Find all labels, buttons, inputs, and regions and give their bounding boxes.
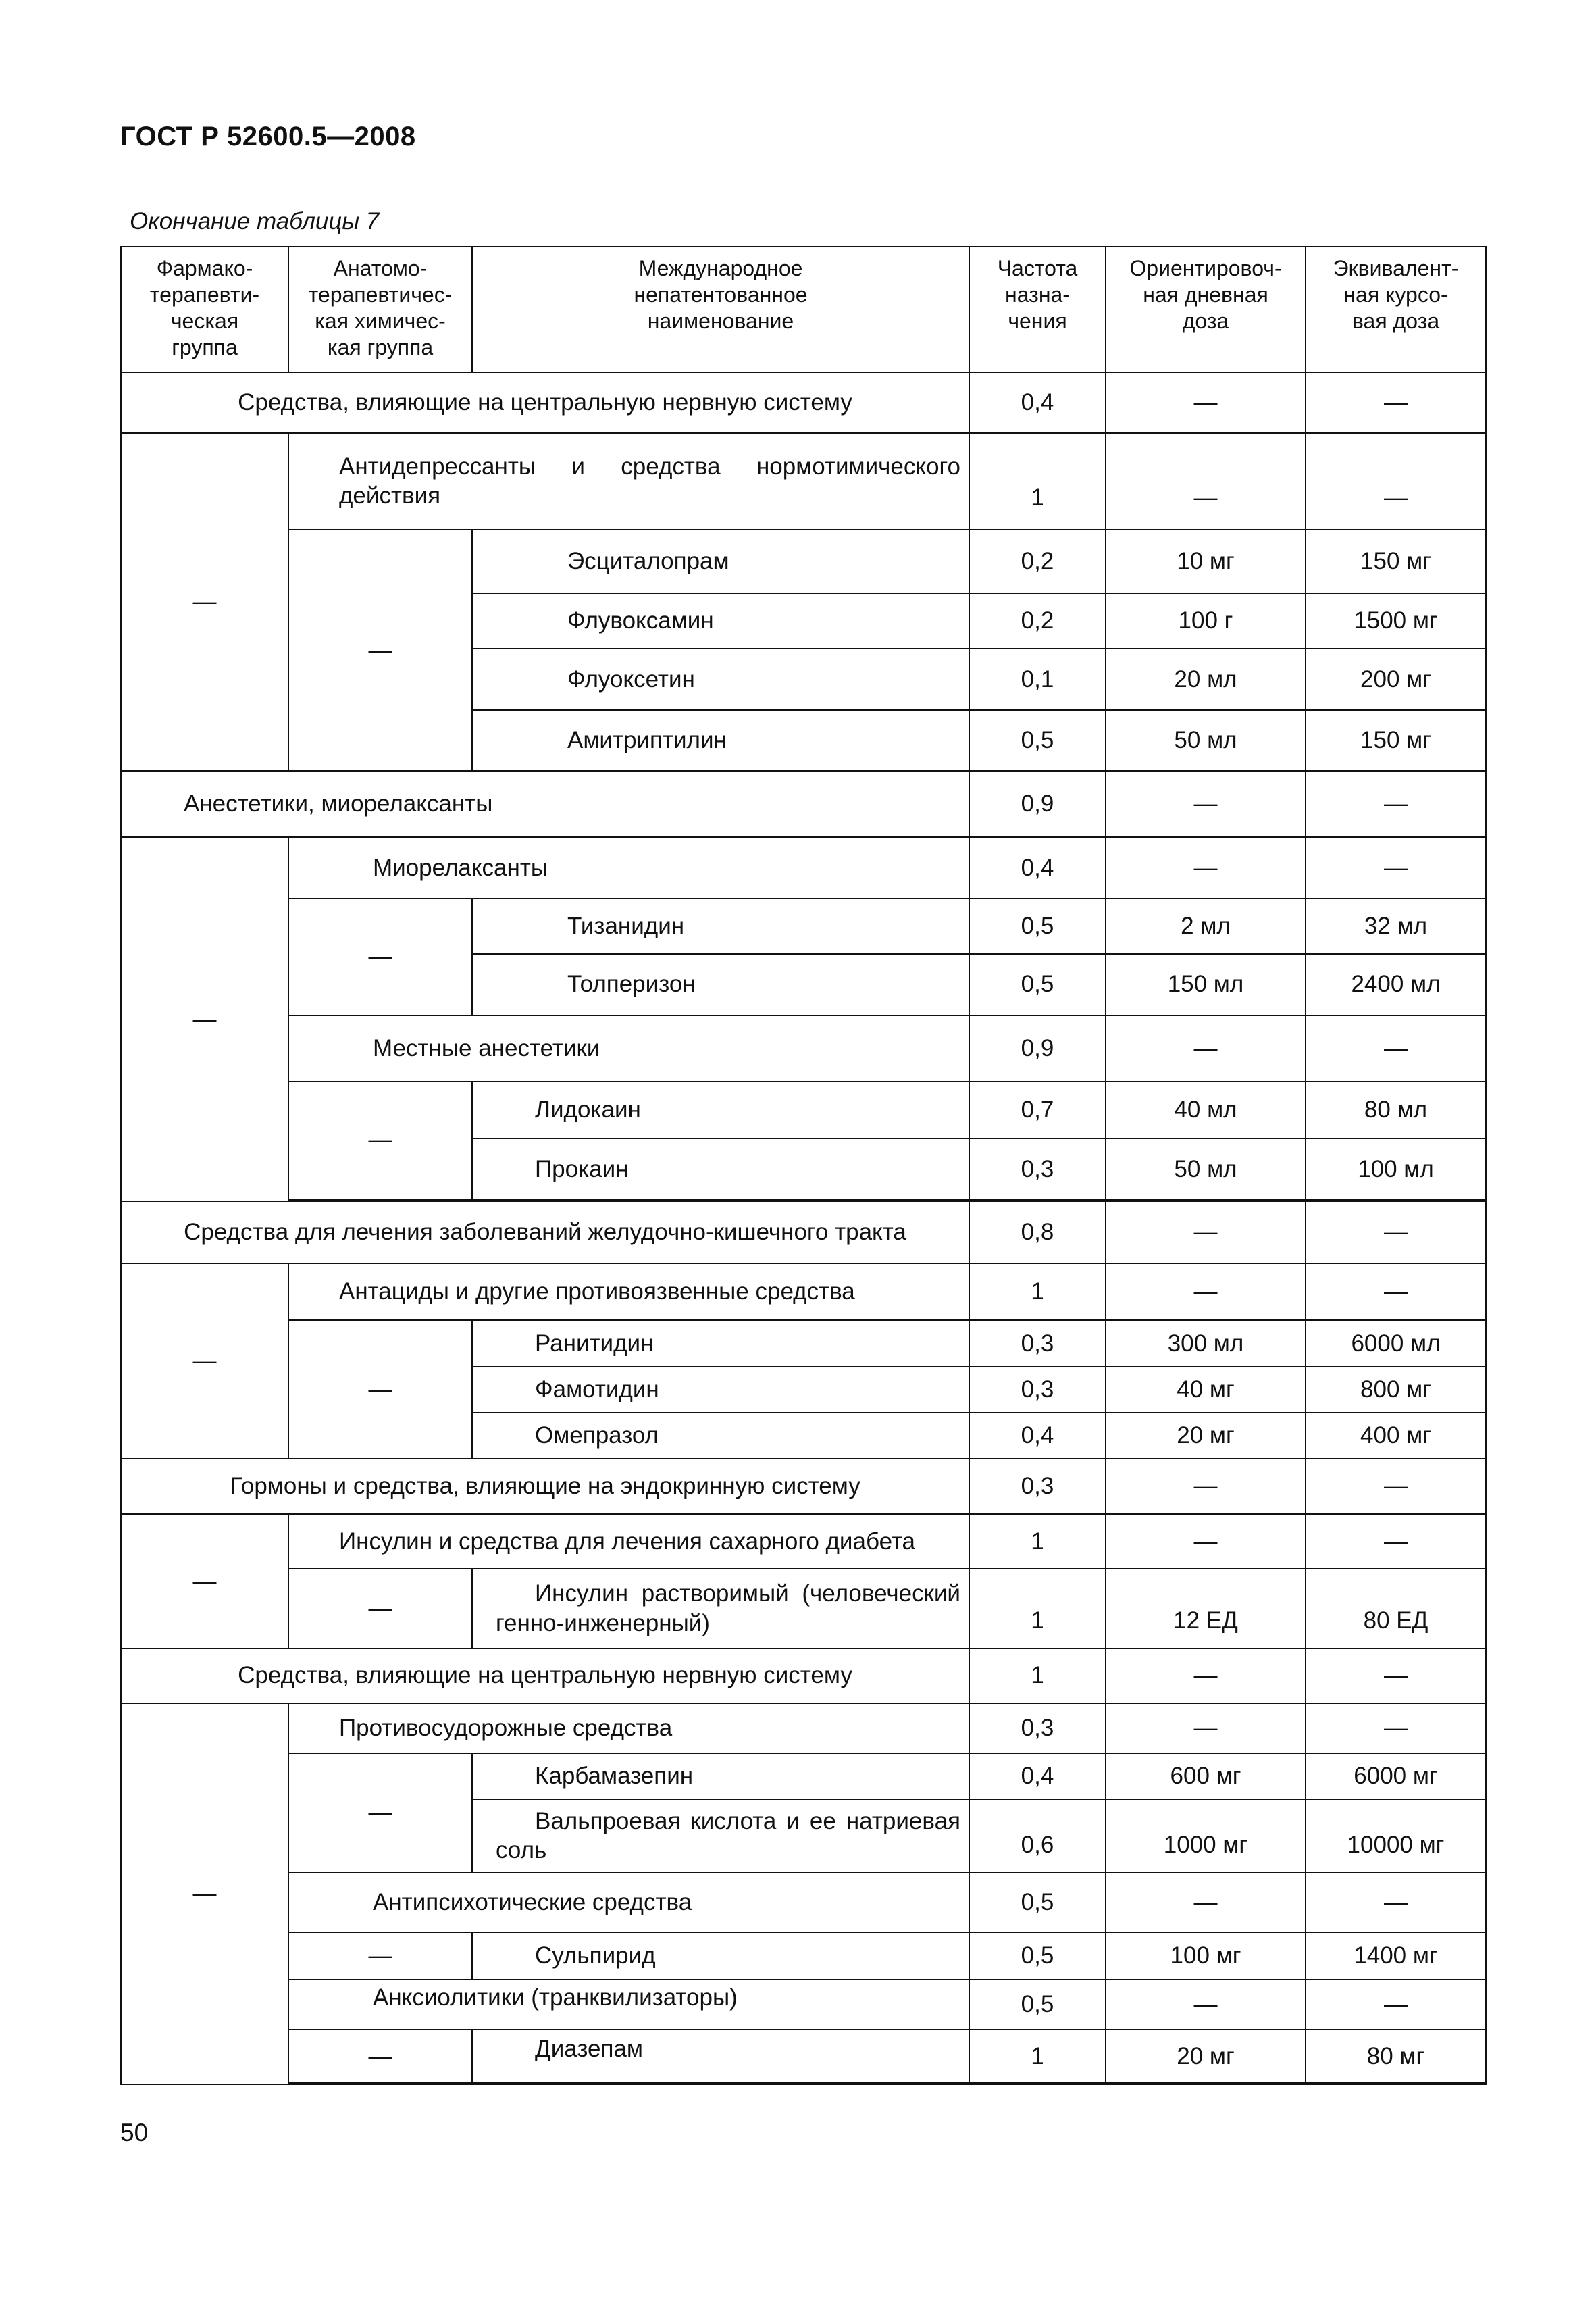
- row-name: Анестетики, миорелаксанты: [121, 771, 969, 837]
- row-daily-dose: 50 мл: [1106, 710, 1306, 771]
- row-daily-dose: 12 ЕД: [1106, 1569, 1306, 1649]
- row-frequency: 0,5: [969, 1980, 1106, 2030]
- row-daily-dose: —: [1106, 771, 1306, 837]
- col-header-pharm-group: Фармако- терапевти- ческая группа: [121, 247, 288, 372]
- col-header-course-dose: Эквивалент- ная курсо- вая доза: [1306, 247, 1486, 372]
- row-frequency: 0,5: [969, 1873, 1106, 1932]
- atc-group-cell: —: [288, 530, 472, 771]
- row-name: Карбамазепин: [472, 1753, 969, 1799]
- row-frequency: 1: [969, 1514, 1106, 1568]
- table-row: [121, 1569, 1486, 1649]
- row-frequency: 0,3: [969, 1320, 1106, 1366]
- row-course-dose: 10000 мг: [1306, 1799, 1486, 1872]
- table-row: [121, 1263, 1486, 1320]
- row-frequency: 0,3: [969, 1459, 1106, 1514]
- row-name: Тизанидин: [472, 899, 969, 954]
- row-course-dose: 80 мл: [1306, 1082, 1486, 1138]
- row-frequency: 0,3: [969, 1367, 1106, 1413]
- table-row: [121, 1201, 1486, 1263]
- row-daily-dose: —: [1106, 1263, 1306, 1320]
- row-frequency: 1: [969, 1649, 1106, 1703]
- row-frequency: 0,2: [969, 530, 1106, 593]
- row-course-dose: 80 ЕД: [1306, 1569, 1486, 1649]
- col-header-atc-group: Анатомо- терапевтичес- кая химичес- кая группа: [288, 247, 472, 372]
- row-name: Средства для лечения заболеваний желудочно-кишечного тракта: [121, 1201, 969, 1263]
- row-daily-dose: —: [1106, 1514, 1306, 1568]
- row-course-dose: 80 мг: [1306, 2030, 1486, 2082]
- row-name: Анксиолитики (транквилизаторы): [288, 1980, 969, 2030]
- row-course-dose: 200 мг: [1306, 649, 1486, 709]
- row-course-dose: —: [1306, 837, 1486, 898]
- row-daily-dose: —: [1106, 1980, 1306, 2030]
- row-daily-dose: 20 мг: [1106, 1413, 1306, 1459]
- row-course-dose: 6000 мг: [1306, 1753, 1486, 1799]
- row-course-dose: 800 мг: [1306, 1367, 1486, 1413]
- row-name: Антидепрессанты и средства нормотимического действия: [288, 433, 969, 530]
- row-daily-dose: —: [1106, 1201, 1306, 1263]
- row-frequency: 0,4: [969, 372, 1106, 433]
- col-header-daily-dose: Ориентировоч- ная дневная доза: [1106, 247, 1306, 372]
- row-name: Ранитидин: [472, 1320, 969, 1366]
- row-daily-dose: —: [1106, 1459, 1306, 1514]
- table-row: [121, 1703, 1486, 1753]
- row-name: Инсулин и средства для лечения сахарного диабета: [288, 1514, 969, 1568]
- row-daily-dose: 2 мл: [1106, 899, 1306, 954]
- row-name: Сульпирид: [472, 1932, 969, 1980]
- row-name: Антипсихотические средства: [288, 1873, 969, 1932]
- atc-group-cell: —: [288, 1932, 472, 1980]
- row-daily-dose: —: [1106, 1015, 1306, 1082]
- table-row: [121, 899, 1486, 954]
- row-course-dose: 32 мл: [1306, 899, 1486, 954]
- table-row: [121, 1320, 1486, 1366]
- row-course-dose: 100 мл: [1306, 1138, 1486, 1199]
- row-course-dose: 400 мг: [1306, 1413, 1486, 1459]
- table-row: [121, 2030, 1486, 2082]
- row-course-dose: 2400 мл: [1306, 954, 1486, 1015]
- table-row: [121, 1459, 1486, 1514]
- row-name: Лидокаин: [472, 1082, 969, 1138]
- table-row: [121, 1015, 1486, 1082]
- row-course-dose: 150 мг: [1306, 710, 1486, 771]
- row-course-dose: —: [1306, 1514, 1486, 1568]
- pharm-group-cell: —: [121, 1514, 288, 1649]
- row-name: Противосудорожные средства: [288, 1703, 969, 1753]
- table-row: [121, 1514, 1486, 1568]
- row-frequency: 0,3: [969, 1138, 1106, 1199]
- table-row: [121, 372, 1486, 433]
- row-name: Средства, влияющие на центральную нервную систему: [121, 372, 969, 433]
- row-frequency: 0,4: [969, 837, 1106, 898]
- row-name: Вальпроевая кислота и ее натриевая соль: [472, 1799, 969, 1872]
- table-row: [121, 1649, 1486, 1703]
- row-frequency: 0,4: [969, 1413, 1106, 1459]
- row-name: Толперизон: [472, 954, 969, 1015]
- col-header-inn: Международное непатентованное наименование: [472, 247, 969, 372]
- table-row: [121, 1753, 1486, 1799]
- row-name: Местные анестетики: [288, 1015, 969, 1082]
- row-name: Гормоны и средства, влияющие на эндокринную систему: [121, 1459, 969, 1514]
- pharm-group-cell: —: [121, 1263, 288, 1459]
- row-course-dose: —: [1306, 771, 1486, 837]
- table-header-row: [121, 247, 1486, 372]
- table-row: [121, 1980, 1486, 2030]
- row-daily-dose: 20 мл: [1106, 649, 1306, 709]
- table-row: [121, 837, 1486, 898]
- row-frequency: 0,2: [969, 593, 1106, 649]
- row-course-dose: —: [1306, 1263, 1486, 1320]
- table-row: [121, 1932, 1486, 1980]
- row-course-dose: —: [1306, 372, 1486, 433]
- row-name: Антациды и другие противоязвенные средства: [288, 1263, 969, 1320]
- atc-group-cell: —: [288, 1320, 472, 1459]
- row-daily-dose: —: [1106, 1873, 1306, 1932]
- row-course-dose: —: [1306, 1015, 1486, 1082]
- row-frequency: 0,5: [969, 954, 1106, 1015]
- row-name: Средства, влияющие на центральную нервную систему: [121, 1649, 969, 1703]
- row-course-dose: —: [1306, 1873, 1486, 1932]
- row-name: Эсциталопрам: [472, 530, 969, 593]
- row-frequency: 0,8: [969, 1201, 1106, 1263]
- row-frequency: 1: [969, 1263, 1106, 1320]
- row-name: Инсулин растворимый (человеческий генно-инженерный): [472, 1569, 969, 1649]
- atc-group-cell: —: [288, 1753, 472, 1873]
- row-frequency: 0,7: [969, 1082, 1106, 1138]
- page-number: 50: [120, 2119, 149, 2146]
- table-row: [121, 1873, 1486, 1932]
- row-name: Прокаин: [472, 1138, 969, 1199]
- row-name: Фамотидин: [472, 1367, 969, 1413]
- row-name: Диазепам: [472, 2030, 969, 2082]
- atc-group-cell: —: [288, 1082, 472, 1200]
- row-daily-dose: 10 мг: [1106, 530, 1306, 593]
- row-course-dose: 6000 мл: [1306, 1320, 1486, 1366]
- row-daily-dose: 600 мг: [1106, 1753, 1306, 1799]
- table-row: [121, 530, 1486, 593]
- table-row: [121, 1082, 1486, 1138]
- pharm-group-cell: —: [121, 837, 288, 1201]
- row-daily-dose: —: [1106, 837, 1306, 898]
- row-daily-dose: —: [1106, 1649, 1306, 1703]
- row-daily-dose: 40 мг: [1106, 1367, 1306, 1413]
- row-course-dose: —: [1306, 1201, 1486, 1263]
- row-name: Флувоксамин: [472, 593, 969, 649]
- pharm-group-cell: —: [121, 433, 288, 771]
- row-frequency: 1: [969, 433, 1106, 530]
- row-daily-dose: 50 мл: [1106, 1138, 1306, 1199]
- row-name: Омепразол: [472, 1413, 969, 1459]
- document-header: ГОСТ Р 52600.5—2008: [120, 122, 416, 151]
- row-frequency: 0,5: [969, 899, 1106, 954]
- col-header-frequency: Частота назна- чения: [969, 247, 1106, 372]
- row-frequency: 0,9: [969, 1015, 1106, 1082]
- pharm-group-cell: —: [121, 1703, 288, 2084]
- row-course-dose: —: [1306, 1649, 1486, 1703]
- row-daily-dose: 150 мл: [1106, 954, 1306, 1015]
- row-name: Амитриптилин: [472, 710, 969, 771]
- row-daily-dose: 300 мл: [1106, 1320, 1306, 1366]
- row-frequency: 1: [969, 1569, 1106, 1649]
- row-daily-dose: 100 мг: [1106, 1932, 1306, 1980]
- row-frequency: 0,5: [969, 710, 1106, 771]
- atc-group-cell: —: [288, 899, 472, 1015]
- table-caption: Окончание таблицы 7: [130, 208, 380, 234]
- table-row: [121, 771, 1486, 837]
- row-course-dose: 150 мг: [1306, 530, 1486, 593]
- row-daily-dose: —: [1106, 433, 1306, 530]
- row-course-dose: 1400 мг: [1306, 1932, 1486, 1980]
- row-frequency: 0,9: [969, 771, 1106, 837]
- dose-table: [120, 246, 1487, 2085]
- row-frequency: 0,5: [969, 1932, 1106, 1980]
- row-spacer: [288, 2083, 1486, 2084]
- row-daily-dose: 1000 мг: [1106, 1799, 1306, 1872]
- table-row: [121, 433, 1486, 530]
- row-frequency: 0,6: [969, 1799, 1106, 1872]
- row-frequency: 0,4: [969, 1753, 1106, 1799]
- row-course-dose: —: [1306, 1459, 1486, 1514]
- atc-group-cell: —: [288, 1569, 472, 1649]
- row-name: Флуоксетин: [472, 649, 969, 709]
- row-course-dose: —: [1306, 1980, 1486, 2030]
- row-daily-dose: 40 мл: [1106, 1082, 1306, 1138]
- row-frequency: 0,3: [969, 1703, 1106, 1753]
- atc-group-cell: —: [288, 2030, 472, 2082]
- row-daily-dose: —: [1106, 372, 1306, 433]
- row-daily-dose: 20 мг: [1106, 2030, 1306, 2082]
- row-frequency: 0,1: [969, 649, 1106, 709]
- row-course-dose: —: [1306, 433, 1486, 530]
- row-course-dose: 1500 мг: [1306, 593, 1486, 649]
- row-frequency: 1: [969, 2030, 1106, 2082]
- row-name: Миорелаксанты: [288, 837, 969, 898]
- row-course-dose: —: [1306, 1703, 1486, 1753]
- table-row: [121, 2083, 1486, 2084]
- row-daily-dose: 100 г: [1106, 593, 1306, 649]
- row-daily-dose: —: [1106, 1703, 1306, 1753]
